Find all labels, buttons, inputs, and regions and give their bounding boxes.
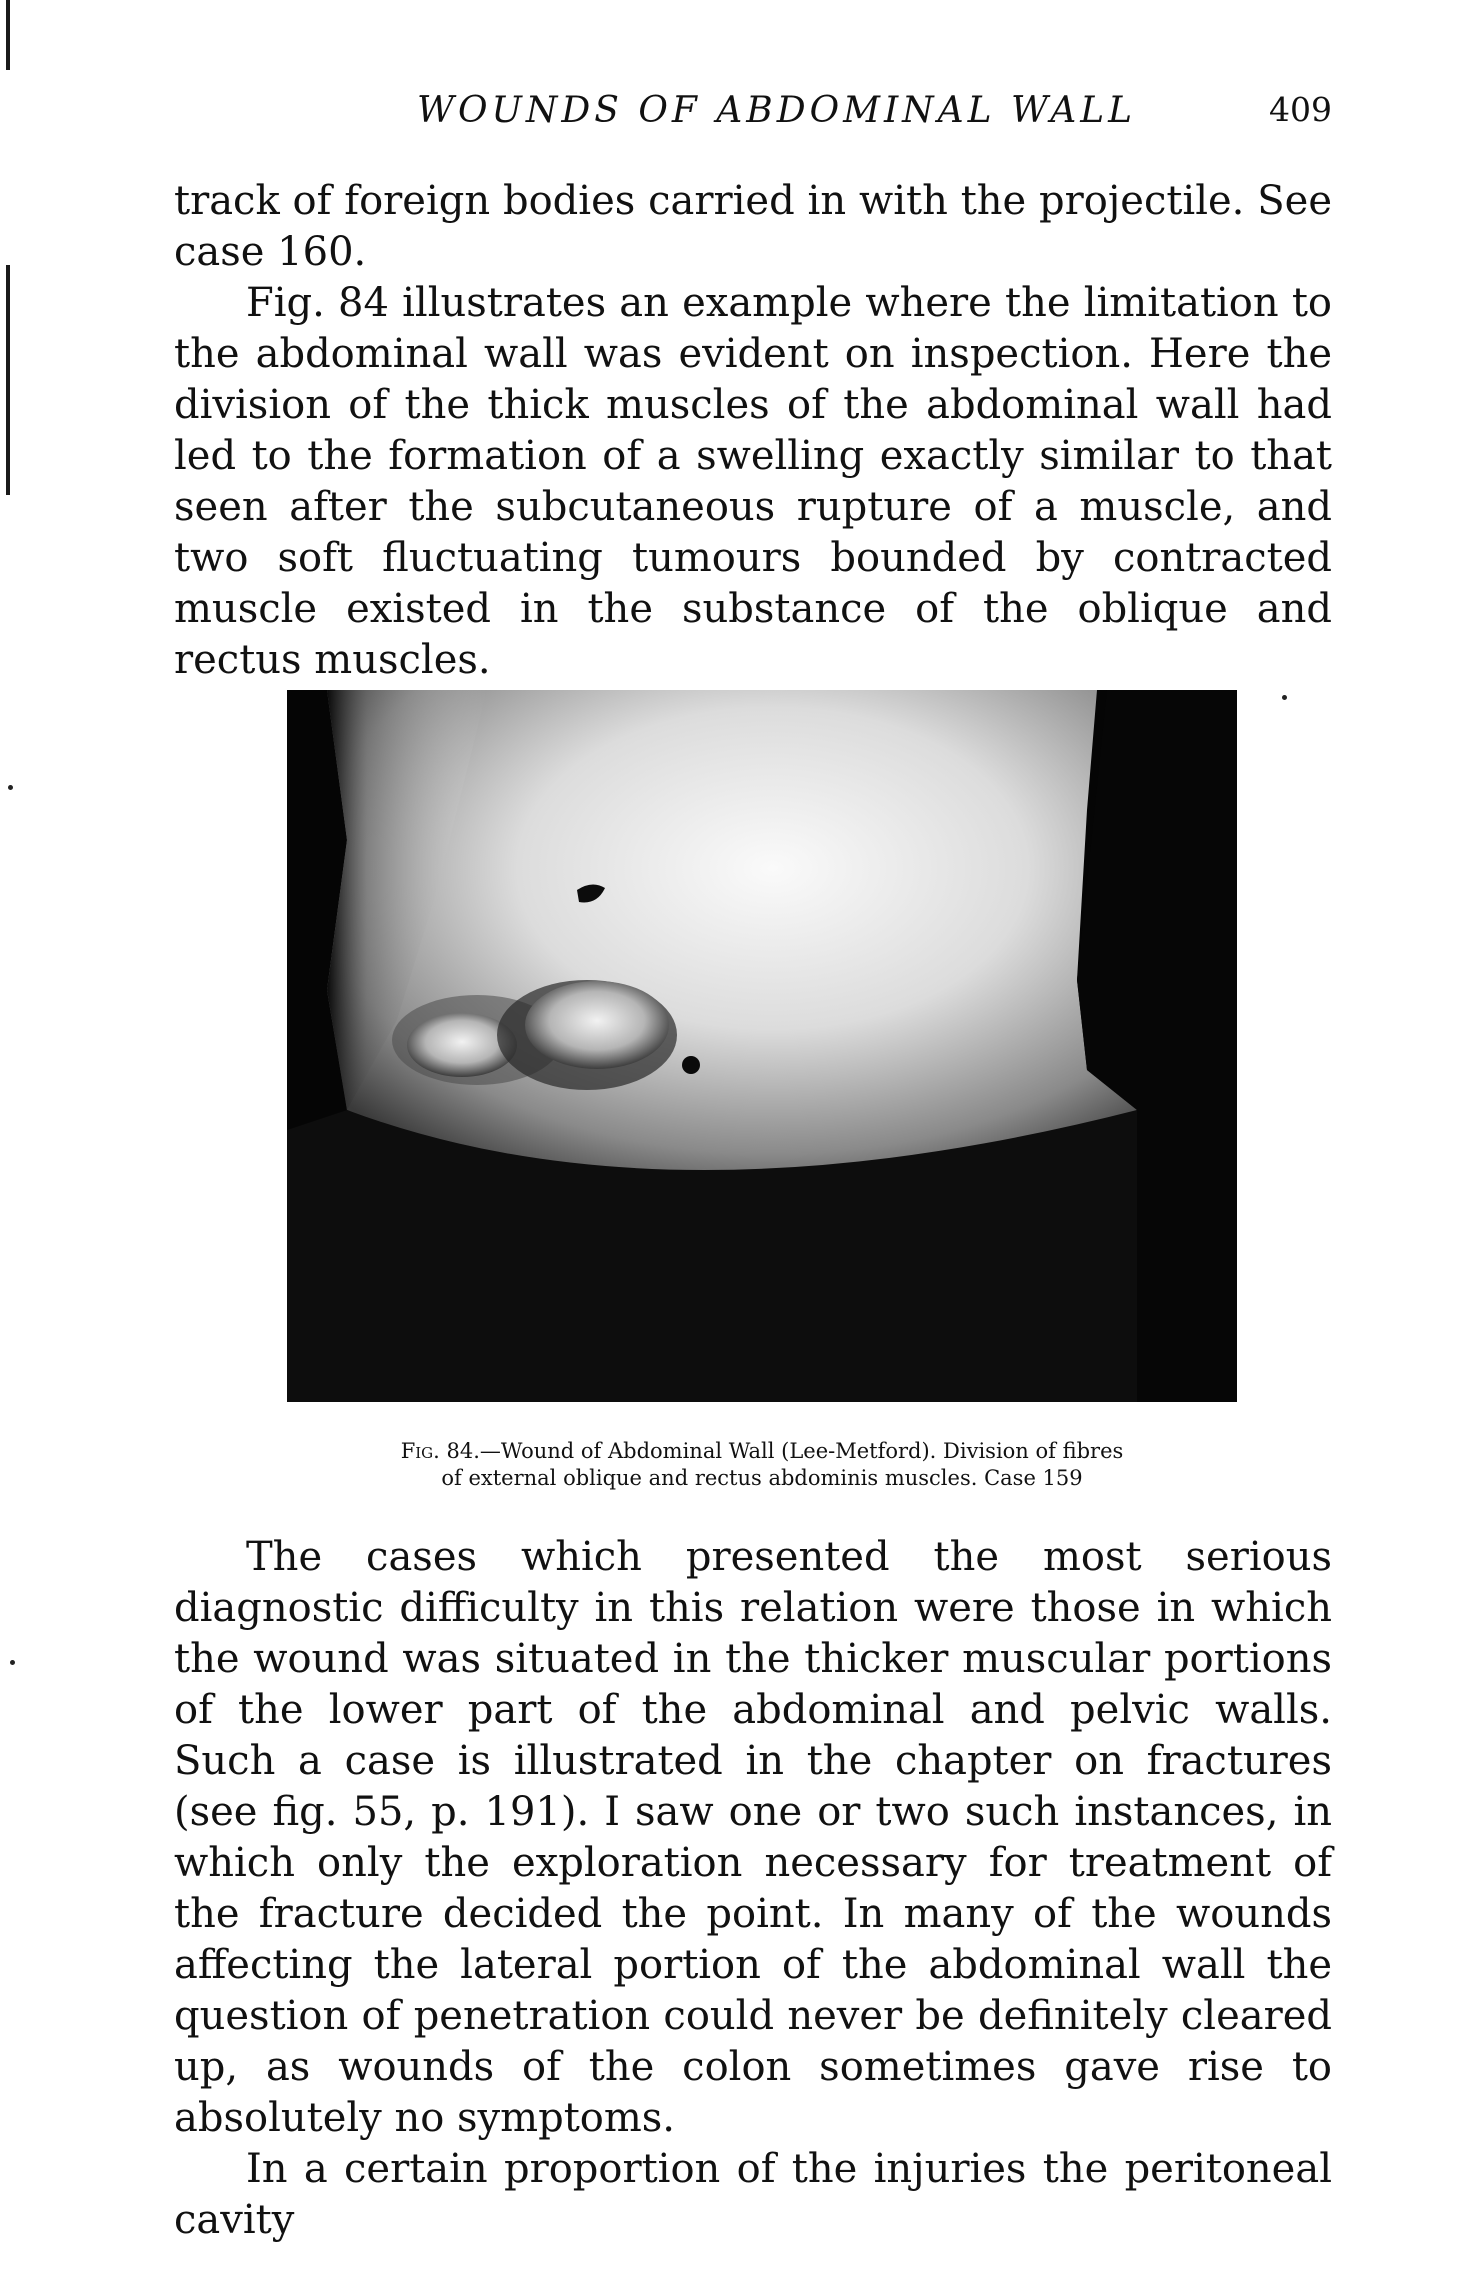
body-text-top	[174, 176, 1332, 686]
body-text-bottom	[174, 1532, 1332, 2246]
page-header	[172, 90, 1332, 140]
page-number: 409	[1269, 90, 1332, 129]
caption-line-1	[300, 1438, 1224, 1465]
scan-margin-mark	[6, 265, 10, 495]
paragraph: track of foreign bodies carried in with the projectile. See case 160.	[174, 178, 1332, 275]
figure-caption	[300, 1438, 1224, 1492]
paragraph: Fig. 84 illustrates an example where the limitation to the abdominal wall was evident on inspection. Here the division of the thick muscles of the abdominal wall had led to the formation of a swelling exactly similar to that seen after the subcutaneous rupture of a muscle, and two soft fluctuating tumours bounded by contracted muscle existed in the substance of the oblique and rectus muscles.	[174, 280, 1332, 683]
running-head: WOUNDS OF ABDOMINAL WALL	[417, 90, 1137, 131]
scan-margin-mark	[6, 0, 10, 70]
abdomen-photo	[287, 690, 1237, 1402]
paragraph: In a certain proportion of the injuries the peritoneal cavity	[174, 2146, 1332, 2243]
scan-speck	[10, 1660, 15, 1665]
caption-line-2: of external oblique and rectus abdominis muscles. Case 159	[441, 1466, 1083, 1490]
scan-speck	[1282, 695, 1287, 700]
figure-photograph	[287, 690, 1237, 1402]
caption-text: —Wound of Abdominal Wall (Lee-Metford). Division of fibres	[479, 1439, 1124, 1463]
figure-label: Fig. 84.	[400, 1439, 480, 1463]
scan-speck	[8, 785, 13, 790]
paragraph: The cases which presented the most serious diagnostic difficulty in this relation were those in which the wound was situated in the thicker muscular portions of the lower part of the abdominal and pelvic walls. Such a case is illustrated in the chapter on fractures (see fig. 55, p. 191). I saw one or two such instances, in which only the exploration necessary for treatment of the fracture decided the point. In many of the wounds affecting the lateral portion of the abdominal wall the question of penetration could never be definitely cleared up, as wounds of the colon sometimes gave rise to absolutely no symptoms.	[174, 1534, 1332, 2141]
